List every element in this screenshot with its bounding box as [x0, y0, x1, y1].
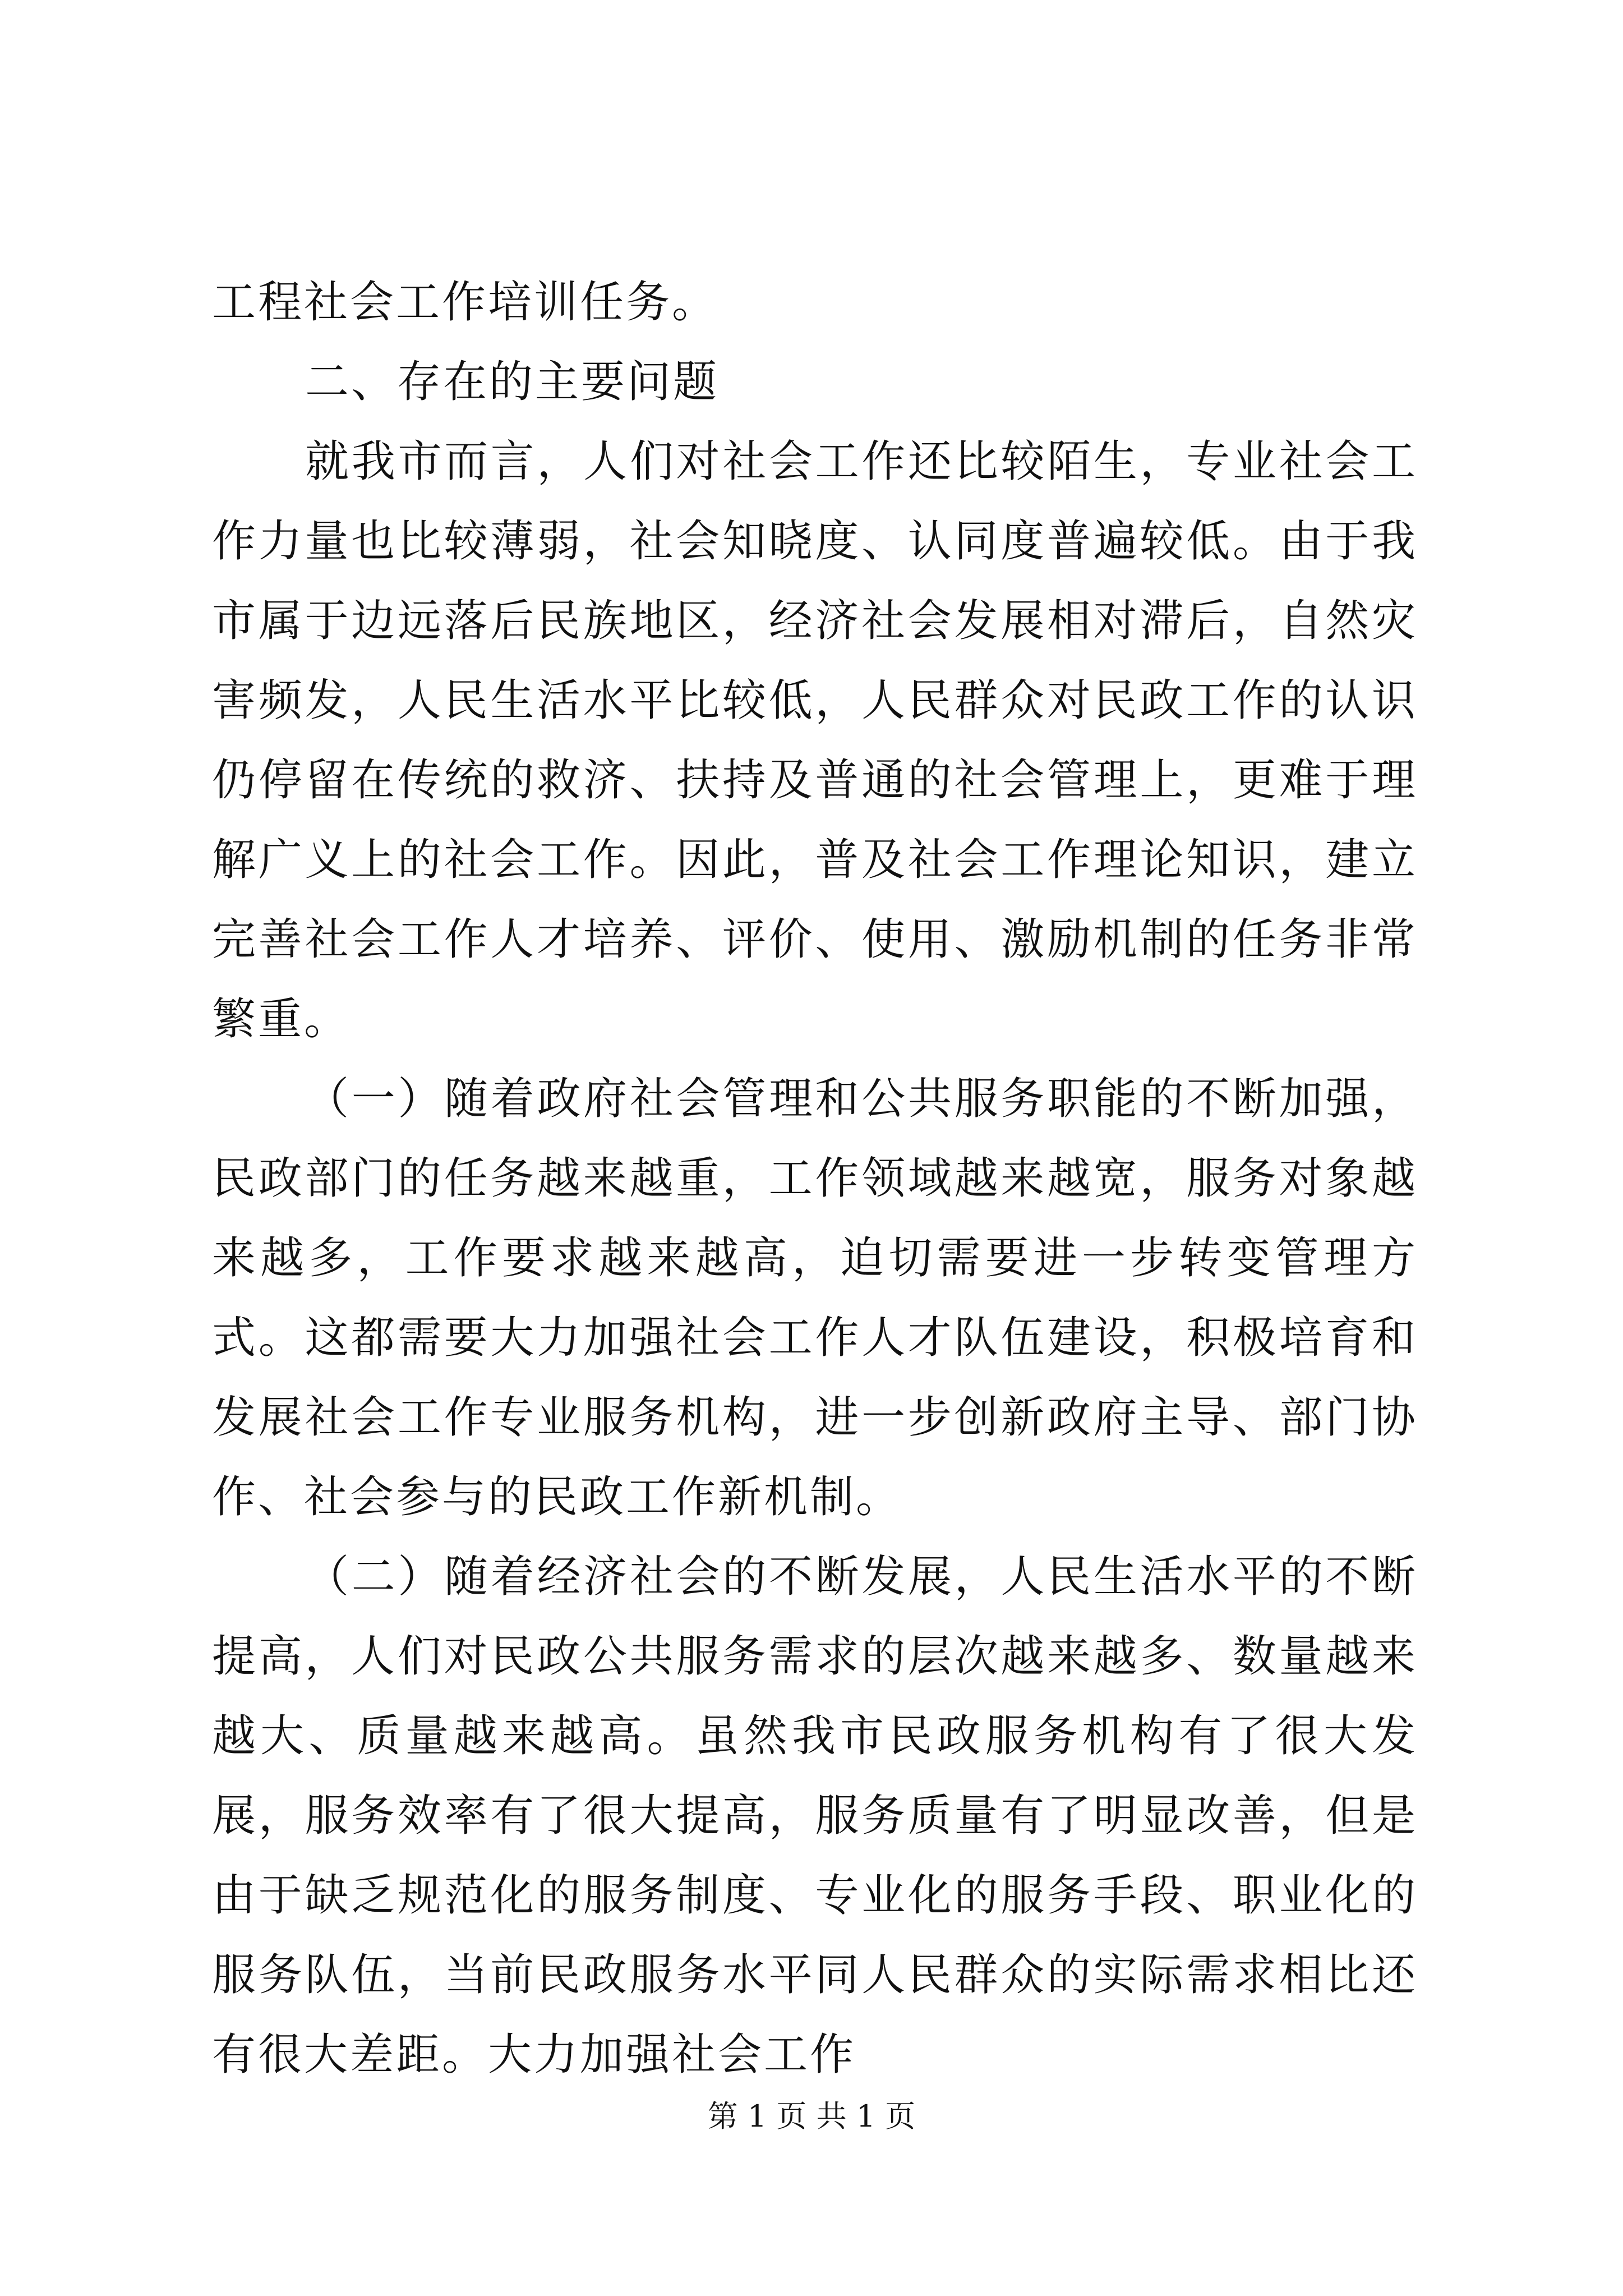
document-body — [212, 263, 1418, 2095]
paragraph-4: （二）随着经济社会的不断发展，人民生活水平的不断提高，人们对民政公共服务需求的层次越来越多、数量越来越大、质量越来越高。虽然我市民政服务机构有了很大发展，服务效率有了很大提高，服务质量有了明显改善，但是由于缺乏规范化的服务制度、专业化的服务手段、职业化的服务队伍，当前民政服务水平同人民群众的实际需求相比还有很大差距。大力加强社会工作 — [212, 1552, 1418, 2080]
page-footer: 第 1 页 共 1 页 — [707, 2099, 916, 2134]
paragraph-3: （一）随着政府社会管理和公共服务职能的不断加强，民政部门的任务越来越重，工作领域越来越宽，服务对象越来越多，工作要求越来越高，迫切需要进一步转变管理方式。这都需要大力加强社会工作人才队伍建设，积极培育和发展社会工作专业服务机构，进一步创新政府主导、部门协作、社会参与的民政工作新机制。 — [212, 1074, 1418, 1522]
section-heading: 二、存在的主要问题 — [305, 357, 720, 407]
paragraph-1: 工程社会工作培训任务。 — [212, 277, 718, 328]
paragraph-2: 就我市而言，人们对社会工作还比较陌生，专业社会工作力量也比较薄弱，社会知晓度、认同度普遍较低。由于我市属于边远落后民族地区，经济社会发展相对滞后，自然灾害频发，人民生活水平比较低，人民群众对民政工作的认识仍停留在传统的救济、扶持及普通的社会管理上，更难于理解广义上的社会工作。因此，普及社会工作理论知识，建立完善社会工作人才培养、评价、使用、激励机制的任务非常繁重。 — [212, 436, 1418, 1045]
